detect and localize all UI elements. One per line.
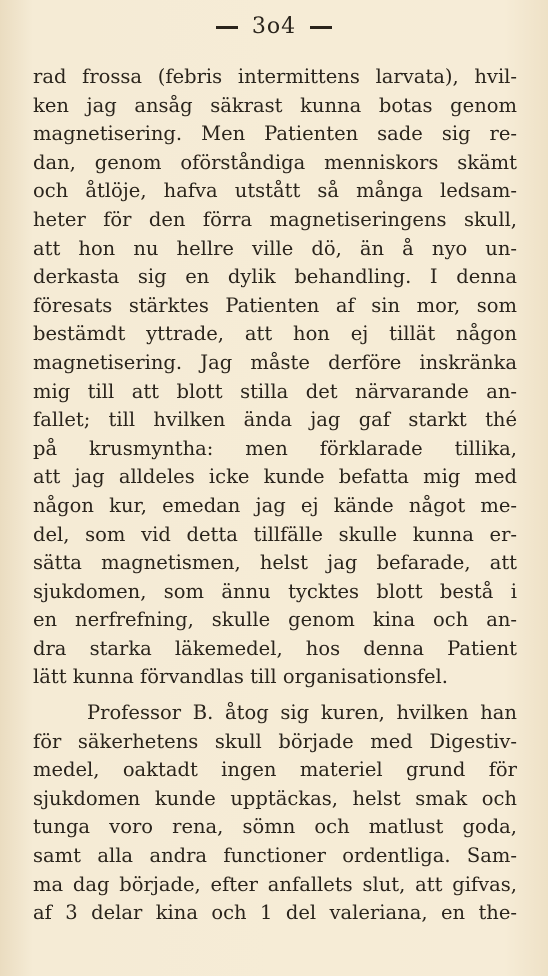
- text-line: sjukdomen kunde upptäckas, helst smak och: [33, 786, 517, 810]
- text-line: tunga voro rena, sömn och matlust goda,: [33, 815, 517, 839]
- text-line: fallet; till hvilken ända jag gaf starkt thé: [33, 408, 517, 432]
- text-line: magnetisering. Jag måste derföre inskränka: [33, 350, 517, 374]
- text-line: heter för den förra magnetiseringens skull,: [33, 207, 517, 231]
- header-dash-left: [216, 26, 238, 29]
- text-line: ma dag började, efter anfallets slut, att gifvas,: [33, 872, 517, 896]
- text-line: lätt kunna förvandlas till organisationsfel.: [33, 665, 448, 689]
- text-line: för säkerhetens skull började med Digestiv-: [33, 729, 517, 753]
- text-line: af 3 delar kina och 1 del valeriana, en the-: [33, 901, 517, 925]
- text-line: medel, oaktadt ingen materiel grund för: [33, 758, 517, 782]
- text-line: dan, genom oförståndiga menniskors skämt: [33, 150, 517, 174]
- page-header: [0, 14, 548, 39]
- text-line: ken jag ansåg säkrast kunna botas genom: [33, 93, 517, 117]
- text-line: sjukdomen, som ännu tycktes blott bestå i: [33, 579, 517, 603]
- text-line: rad frossa (febris intermittens larvata), hvil-: [33, 65, 517, 88]
- text-line: och åtlöje, hafva utstått så många ledsam-: [33, 179, 517, 203]
- text-line: derkasta sig en dylik behandling. I denna: [33, 265, 517, 289]
- text-line: del, som vid detta tillfälle skulle kunna er-: [33, 522, 517, 546]
- page-number: 3o4: [251, 14, 297, 39]
- text-line: mig till att blott stilla det närvarande an-: [33, 379, 517, 403]
- text-line: dra starka läkemedel, hos denna Patient: [33, 636, 517, 660]
- text-line: på krusmyntha: men förklarade tillika,: [33, 436, 517, 460]
- paragraph-2: [33, 699, 517, 928]
- text-line: föresats stärktes Patienten af sin mor, som: [33, 293, 517, 317]
- text-line: att hon nu hellre ville dö, än å nyo un-: [33, 236, 517, 260]
- text-line: bestämdt yttrade, att hon ej tillät någon: [33, 322, 517, 346]
- text-line: sätta magnetismen, helst jag befarade, att: [33, 551, 517, 575]
- text-line: samt alla andra functioner ordentliga. Sam-: [33, 843, 517, 867]
- text-line: Professor B. åtog sig kuren, hvilken han: [87, 701, 517, 724]
- text-line: magnetisering. Men Patienten sade sig re-: [33, 122, 517, 146]
- paragraph-1: [33, 63, 517, 692]
- text-line: att jag alldeles icke kunde befatta mig med: [33, 465, 517, 489]
- header-dash-right: [310, 26, 332, 29]
- text-line: någon kur, emedan jag ej kände något me-: [33, 493, 517, 517]
- text-line: en nerfrefning, skulle genom kina och an-: [33, 608, 517, 632]
